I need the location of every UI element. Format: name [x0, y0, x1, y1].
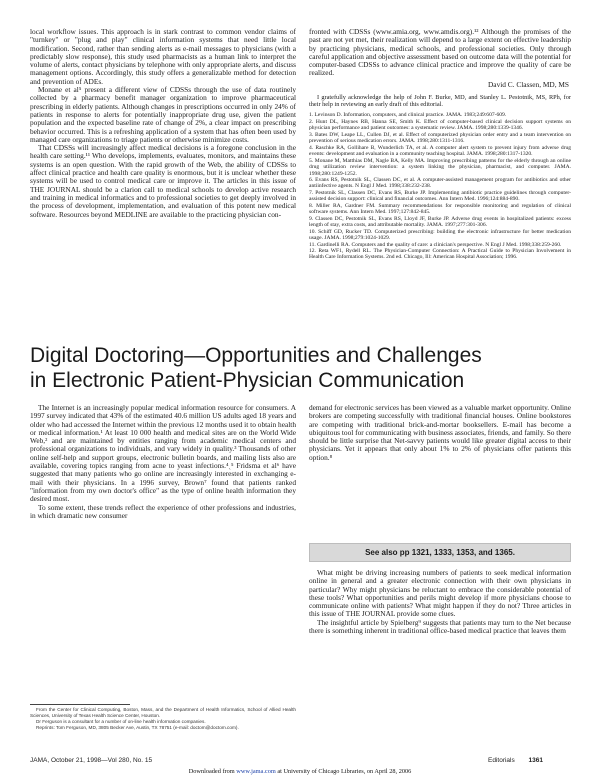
- article-title-line-1: Digital Doctoring—Opportunities and Challenges: [30, 344, 482, 367]
- top-left-column: [30, 28, 296, 219]
- reference-item: 12. Reta WF1, Rydell RL. The Physician-Computer Connection: A Practical Guide to Physician Involvement in Health Care Information Systems. 2nd ed. Chicago, Ill: American Hospital Association; 1996.: [309, 248, 571, 261]
- section-label: Editorials: [488, 757, 515, 764]
- reference-list: [309, 112, 571, 260]
- page-number: 1361: [528, 757, 544, 764]
- reference-item: 3. Bates DW, Leape LL, Cullen DJ, et al. Effect of computerized physician order entry and a team intervention on prevention of serious medication errors. JAMA. 1998;280:1311-1316.: [309, 131, 571, 145]
- footnote-disclosure: Dr Ferguson is a consultant for a number of on-line health information companies.: [36, 718, 206, 724]
- body-paragraph: What might be driving increasing numbers of patients to seek medical information online in general and a greater electronic connection with their own physicians in particular? Why might physicians be reluctant to embrace the considerable potential of these tools? What opportunities and perils might develop if more physicians choose to communicate online with patients? What might happen if they do not? Three articles in this issue of THE JOURNAL provide some clues.: [309, 568, 571, 619]
- download-notice: [0, 768, 600, 775]
- reference-item: 7. Pestotnik SL, Classen DC, Evans RS, Burke JP. Implementing antibiotic practice guidelines through computer-assisted decision support: clinical and financial outcomes. Ann Intern Med. 1996;124:884-890.: [309, 189, 571, 203]
- bottom-left-column: [30, 404, 296, 520]
- footnote-divider: [30, 704, 130, 705]
- reference-item: 11. Gardinelli RA. Computers and the quality of care: a clinician's perspective. N Engl J Med. 1998;338:259-260.: [309, 241, 562, 248]
- reference-item: 4. Raschke RA, Gollihare B, Wunderlich TA, et al. A computer alert system to prevent injury from adverse drug events: development and evaluation in a community teaching hospital. JAMA. 1998;280:1317-1320.: [309, 144, 571, 158]
- top-right-column: [309, 28, 571, 261]
- reference-item: 1. Levinson D. Information, computers, and clinical practice. JAMA. 1983;249:607-609.: [309, 112, 507, 119]
- download-suffix: at University of Chicago Libraries, on April 28, 2006: [277, 768, 412, 775]
- reference-item: 8. Miller RA, Gardner FM. Summary recommendations for responsible monitoring and regulation of clinical software systems. Ann Intern Med. 1997;127:842-845.: [309, 202, 571, 216]
- footnote-affiliation: From the Center for Clinical Computing, Boston, Mass, and the Department of Health Informatics, School of Allied Health Sciences, University of Texas Health Science Center, Houston.: [30, 707, 296, 718]
- author-signature: David C. Classen, MD, MS: [488, 79, 569, 89]
- footnote-reprints: Reprints: Tom Ferguson, MD, 3805 Becker Ave, Austin, TX 78751 (e-mail: doctom@doctom.com).: [36, 724, 239, 730]
- body-paragraph: fronted with CDSSs (www.amia.org, www.amdis.org).¹² Although the promises of the past are not yet met, their realization will depend to a large extent on effective leadership by practicing physicians, medical schools, and professional societies. Only through careful application and objective assessment based on outcome data will the potential for computer-based CDSSs to advance clinical practice and improve the quality of care be realized.: [309, 27, 571, 78]
- body-paragraph: Monane et al⁵ present a different view of CDSSs through the use of data routinely collected by a pharmacy benefit manager organization to improve pharmaceutical prescribing in elderly patients. Although changes in prescriptions occurred in only 24% of patients in response to alerts for potentially inappropriate drug use, given the patient population and the expected baseline rate of change of 2%, a clear impact on prescribing behavior occurred. This is a refreshing application of a system that has often been used by managed care organizations to triage patients or otherwise minimize costs.: [30, 85, 296, 144]
- download-prefix: Downloaded from: [188, 768, 235, 775]
- body-paragraph: The Internet is an increasingly popular medical information resource for consumers. A 1997 survey indicated that 43% of the estimated 40.6 million US adults aged 18 years and older who had accessed the Internet within the previous 12 months used it to obtain health or medical information.¹ At least 10 000 health and medical sites are on the World Wide Web,² and are maintained by entities ranging from academic medical centers and professional organizations to individuals, and vary widely in quality.³ Thousands of other online self-help and support groups, electronic bulletin boards, and mailing lists also are available, covering topics ranging from acne to yeast infections.⁴ˎ⁵ Fridsma et al⁶ have suggested that many patients who go online are increasingly interested in exchanging e-mail with their physicians. In a 1996 survey, Brown⁷ found that patients ranked "information from my own doctor's office" as the type of online health information they desired most.: [30, 403, 296, 504]
- download-site-link[interactable]: www.jama.com: [236, 768, 276, 775]
- reference-item: 9. Classen DC, Pestotnik SL, Evans RS, Lloyd JF, Burke JP. Adverse drug events in hospitalized patients: excess length of stay, extra costs, and attributable mortality. JAMA. 1997;277:301-306.: [309, 215, 571, 229]
- journal-citation: JAMA, October 21, 1998—Vol 280, No. 15: [30, 757, 153, 764]
- reference-item: 6. Evans RS, Pestotnik SL, Classen DC, et al. A computer-assisted management program for antibiotics and other antiinfective agents. N Engl J Med. 1998;338:232-238.: [309, 177, 571, 190]
- author-footnotes: [30, 707, 296, 731]
- bottom-right-column-continued: [309, 569, 571, 635]
- reference-item: 10. Schiff GD, Rucker TD. Computerized prescribing: building the electronic infrastructure for better medication usage. JAMA. 1998;279:1024-1029.: [309, 228, 571, 242]
- bottom-right-column: [309, 404, 571, 462]
- reference-item: 2. Hunt DL, Haynes RB, Hanna SE, Smith K. Effect of computer-based clinical decision support systems on physician performance and patient outcomes: a systematic review. JAMA. 1998;280:1339-1346.: [309, 118, 571, 132]
- reference-item: 5. Monane M, Matthias DM, Nagle BA, Kelly MA. Improving prescribing patterns for the elderly through an online drug utilization review intervention: a system linking the physician, pharmacist, and computer. JAMA. 1998;280:1249-1252.: [309, 157, 571, 177]
- body-paragraph: local workflow issues. This approach is in stark contrast to common vendor claims of "turnkey" or "plug and play" clinical information systems that need little local modification. Second, rather than sending alerts as e-mail messages to physicians (with a predictably slow response), this study used pharmacists as a human link to interpret the volume of alerts, contact physicians by telephone with only appropriate alerts, and discuss management options. Accordingly, this study offers a generalizable method for detection and prevention of ADEs.: [30, 27, 296, 86]
- body-paragraph: The insightful article by Spielberg⁹ suggests that patients may turn to the Net because there is something inherent in traditional office-based medical practice that leaves them: [309, 617, 571, 636]
- article-title: [30, 343, 575, 393]
- acknowledgment: I gratefully acknowledge the help of John F. Burke, MD, and Stanley L. Pestotnik, MS, RPh, for their help in reviewing an early draft of this editorial.: [309, 94, 571, 109]
- see-also-box: See also pp 1321, 1333, 1353, and 1365.: [309, 543, 571, 562]
- page-footer-right: [488, 757, 543, 764]
- body-paragraph: To some extent, these trends reflect the experience of other professions and industries, in which dramatic new consumer: [30, 502, 296, 520]
- body-paragraph: That CDSSs will increasingly affect medical decisions is a foregone conclusion in the health care setting.¹¹ Who develops, implements, evaluates, monitors, and maintains these systems is an open question. With the rapid growth of the Web, the ability of CDSSs to affect clinical practice and health care quality is enormous, but it is unclear whether these systems will be used to control medical care or improve it. The articles in this issue of THE JOURNAL should be a clarion call to medical schools to develop active research and training in medical informatics and to professional societies to get deeply involved in the process of development, implementation, and evaluation of this potent new medical software. Resources beyond MEDLINE are available to the practicing physician con-: [30, 143, 296, 219]
- body-paragraph: demand for electronic services has been viewed as a valuable market opportunity. Online brokers are competing successfully with traditional financial houses. Online bookstores are competing with traditional brick-and-mortar booksellers. E-mail has become a ubiquitous tool for communicating with business associates, friends, and family. So there should be little surprise that Net-savvy patients would like greater digital access to their physicians. Yet it appears that only about 1% to 2% of physicians offer patients this option.⁸: [309, 403, 571, 462]
- article-title-line-2: in Electronic Patient-Physician Communication: [30, 369, 465, 392]
